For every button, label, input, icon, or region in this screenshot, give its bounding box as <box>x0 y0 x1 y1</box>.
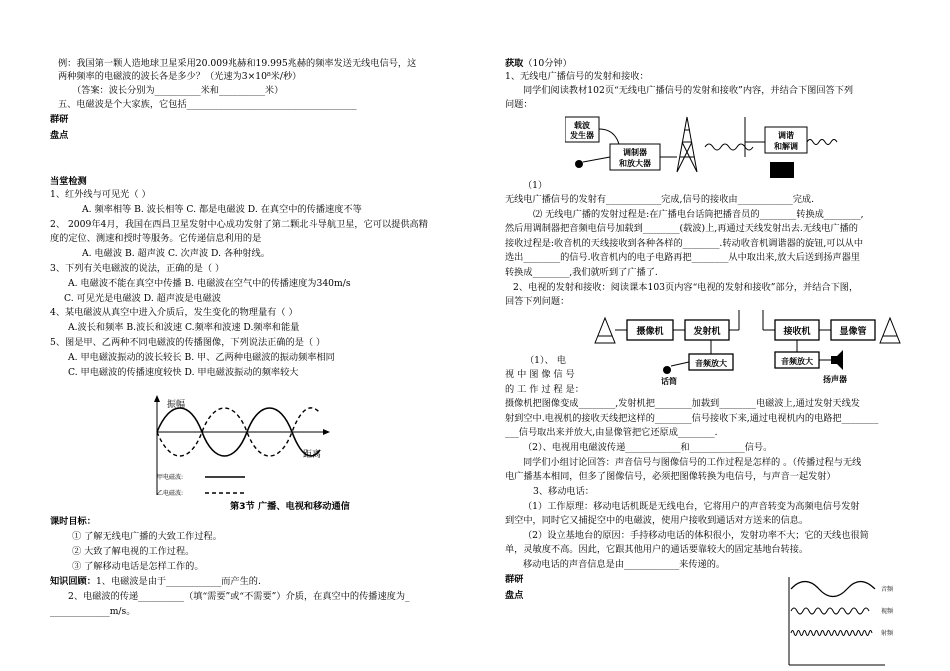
graph-x-arrow <box>323 429 330 435</box>
r3-p1-a: （1）工作原理：移动电话机既是无线电台，它将用户的声音转变为高频电信号发射 <box>523 501 860 512</box>
question-5-options-cd: C. 甲电磁波的传播速度较快 D. 甲电磁波振动的频率较大 <box>68 367 299 378</box>
radio-wave-1 <box>705 144 753 150</box>
audio-wave-line <box>791 582 875 597</box>
r1-q2-line4: 选出________的信号.收音机内的电子电路再把________从中取出来,放大后送到扬声器里 <box>505 252 860 263</box>
pandian-heading-right: 盘点 <box>505 590 524 601</box>
example-answer: （答案：波长分别为__________米和__________米） <box>72 85 284 96</box>
question-2-line1: 2、 2009年4月，我国在西昌卫星发射中心成功发射了第二颗北斗导航卫星，它可以提供高精 <box>50 219 428 230</box>
question-4: 4、某电磁波从真空中进入介质后，发生变化的物理量有（ ） <box>50 307 298 318</box>
legend-b-label: 乙电磁波: <box>157 490 184 497</box>
r2-q1-a: （1）、 电 <box>525 355 566 366</box>
r2-q1-c: 的 工 作 过 程 是： <box>505 384 584 395</box>
mic-tv-wire <box>671 362 689 366</box>
r2-discuss-1: 同学们小组讨论回答：声音信号与图像信号的工作过程是怎样的 。（传播过程与无线 <box>523 457 862 468</box>
huoqu-heading: 获取 <box>505 58 524 69</box>
r1-q2-line2: 然后用调制器把音频电信号加载到________(载波)上,再通过天线发射出去.无线电广播的 <box>505 223 858 234</box>
radio-set-icon <box>770 162 794 178</box>
mic-wire <box>583 157 610 162</box>
r3-p1-b: 到空中，同时它又捕捉空中的电磁波，使用户接收到通话对方送来的信息。 <box>505 515 809 526</box>
audio-wave-label: 音频 <box>881 586 894 593</box>
rf-wave-line <box>791 631 872 636</box>
r2-q1-f: ___信号取出来并放大,由显像管把它还原成________. <box>505 427 718 438</box>
goal-3: ③ 了解移动电话是怎样工作的。 <box>72 561 204 572</box>
question-5: 5、图是甲、乙两种不同电磁波的传播图像，下列说法正确的是（ ） <box>50 337 326 348</box>
r2-q1-b: 视 中 图 像 信 号 <box>505 369 575 380</box>
radio-diagram <box>565 112 855 184</box>
r1-q2-line1: ⑵ 无线电广播的发射过程是:在广播电台话筒把播音员的________转换成________, <box>533 209 864 220</box>
audio-wave <box>807 140 837 145</box>
receiver-label: 接收机 <box>783 327 811 337</box>
r1-q2-line5: 转换成________,我们就听到了广播了. <box>505 267 658 278</box>
question-1: 1、红外线与可见光（ ） <box>50 189 151 200</box>
goal-1: ① 了解无线电广播的大致工作过程。 <box>72 531 222 542</box>
example-text-1: 例：我国第一颗人造地球卫星采用20.009兆赫和19.995兆赫的频率发送无线电信号，这 <box>58 58 417 69</box>
pandian-heading: 盘点 <box>50 130 69 141</box>
r2-q1-d: 摄像机把图像变成________,发射机把________加载到________电磁波上,通过发射天线发 <box>505 398 860 409</box>
graph-x-label: 距离 <box>303 450 322 460</box>
huoqu-time: （10分钟） <box>523 58 572 69</box>
section-title: 第3节 广播、电视和移动通信 <box>230 501 350 512</box>
qunyan-heading-right: 群研 <box>505 574 524 585</box>
tuner-label-1: 调谐 <box>778 131 794 140</box>
r1-read-1: 同学们阅读教材102页“无线电广播信号的发射和接收”内容，并结合下图回答下列 <box>523 85 854 96</box>
review-3: _____________m/s。 <box>50 606 136 617</box>
r3-p3: 移动电话的声音信息是由____________来传递的。 <box>523 559 726 570</box>
tv-diagram <box>585 308 905 388</box>
review-label: 知识回顾： <box>50 576 96 587</box>
signal-wave-diagram <box>785 575 900 667</box>
carrier-label: 载波 <box>574 121 590 130</box>
r2-q2: （2）、电视用电磁波传递____________和____________信号。 <box>523 442 773 453</box>
modulator-label-1: 调制器 <box>623 148 647 157</box>
r1-read-2: 问题： <box>505 99 533 110</box>
r1-q2-line3: 接收过程是:收音机的天线接收到各种各样的________.转动收音机调谐器的旋钮,可以从中 <box>505 238 864 249</box>
wave-graph <box>145 395 335 505</box>
audio-amp-rx-label: 音频放大 <box>781 357 813 366</box>
tree-icon-left <box>595 318 615 343</box>
r1-title: 1、无线电广播信号的发射和接收： <box>505 71 649 82</box>
tuner-label-2: 和解调 <box>774 142 798 151</box>
generator-label: 发生器 <box>570 131 594 140</box>
r3-title: 3、移动电话： <box>533 486 594 497</box>
question-2-options: A. 电磁波 B. 超声波 C. 次声波 D. 各种射线。 <box>82 248 270 259</box>
legend-a-label: 甲电磁波: <box>157 474 184 481</box>
r2-title-1: 2、电视的发射和接收：阅读课本103页内容“电视的发射和接收”部分，并结合下图， <box>513 282 859 293</box>
r2-q1-e: 射到空中.电视机的接收天线把这样的________信号接收下来,通过电视机内的电路把________ <box>505 413 879 424</box>
video-wave-line <box>791 608 869 614</box>
goals-title: 课时目标： <box>50 516 96 527</box>
r1-q1: （1） <box>523 180 548 191</box>
rf-wave-label: 射频 <box>881 630 894 637</box>
camera-label: 摄像机 <box>636 327 664 337</box>
microphone-icon <box>575 160 583 168</box>
r3-p2-b: 单，灵敏度不高。因此，它跟其他用户的通话要靠较大的固定基地台转接。 <box>505 544 809 555</box>
question-3-options-cd: C. 可见光是电磁波 D. 超声波是电磁波 <box>64 293 221 304</box>
question-3: 3、下列有关电磁波的说法，正确的是（ ） <box>50 263 225 274</box>
speaker-icon <box>831 350 843 370</box>
r2-discuss-2: 电广播基本相同，但多了图像信号，必须把图像转换为电信号，与声音一起发射） <box>505 471 836 482</box>
review-2: 2、电磁波的传递__________（填“需要”或“不需要”）介质，在真空中的传播速度为_ <box>68 591 410 602</box>
dangtang-heading: 当堂检测 <box>50 176 87 187</box>
item-5: 五、电磁波是个大家族，它包括_____________________________________ <box>58 99 357 110</box>
qunyan-heading: 群研 <box>50 114 69 125</box>
r1-q1-text: 无线电广播信号的发射有____________完成,信号的接收由____________完成. <box>505 194 815 205</box>
tree-icon-right <box>880 318 900 343</box>
video-wave-label: 视频 <box>881 608 894 615</box>
microphone-tv-icon <box>663 366 671 374</box>
picture-tube-label: 显像管 <box>839 327 867 337</box>
graph-y-label: 振幅 <box>167 400 186 410</box>
question-3-options-ab: A. 电磁波不能在真空中传播 B. 电磁波在空气中的传播速度为340m/s <box>68 278 351 289</box>
r3-p2-a: （2）设立基地台的原因：手持移动电话的体积很小，发射功率不大；它的天线也很简 <box>523 530 869 541</box>
transmitter-label: 发射机 <box>693 327 721 337</box>
question-1-options: A. 频率相等 B. 波长相等 C. 都是电磁波 D. 在真空中的传播速度不等 <box>82 204 362 215</box>
example-text-2: 两种频率的电磁波的波长各是多少？（光速为3×10⁸米/秒） <box>58 71 302 82</box>
question-4-options: A.波长和频率 B.波长和波速 C.频率和波速 D.频率和能量 <box>68 322 300 333</box>
audio-amp-tx-label: 音频放大 <box>695 359 727 368</box>
graph-y-arrow <box>154 395 160 402</box>
question-5-options-ab: A. 甲电磁波振动的波长较长 B. 甲、乙两种电磁波的振动频率相同 <box>68 352 335 363</box>
speaker-label: 扬声器 <box>823 375 847 384</box>
antenna-tower-icon <box>677 117 697 172</box>
goal-2: ② 大致了解电视的工作过程。 <box>72 546 195 557</box>
review-1: 1、电磁波是由于____________而产生的. <box>95 576 261 587</box>
r2-title-2: 回答下列问题： <box>505 296 570 307</box>
modulator-label-2: 和放大器 <box>619 159 651 168</box>
question-2-line2: 度的定位、测速和授时等服务。它传递信息利用的是 <box>50 233 262 244</box>
microphone-tv-label: 话筒 <box>661 377 677 386</box>
